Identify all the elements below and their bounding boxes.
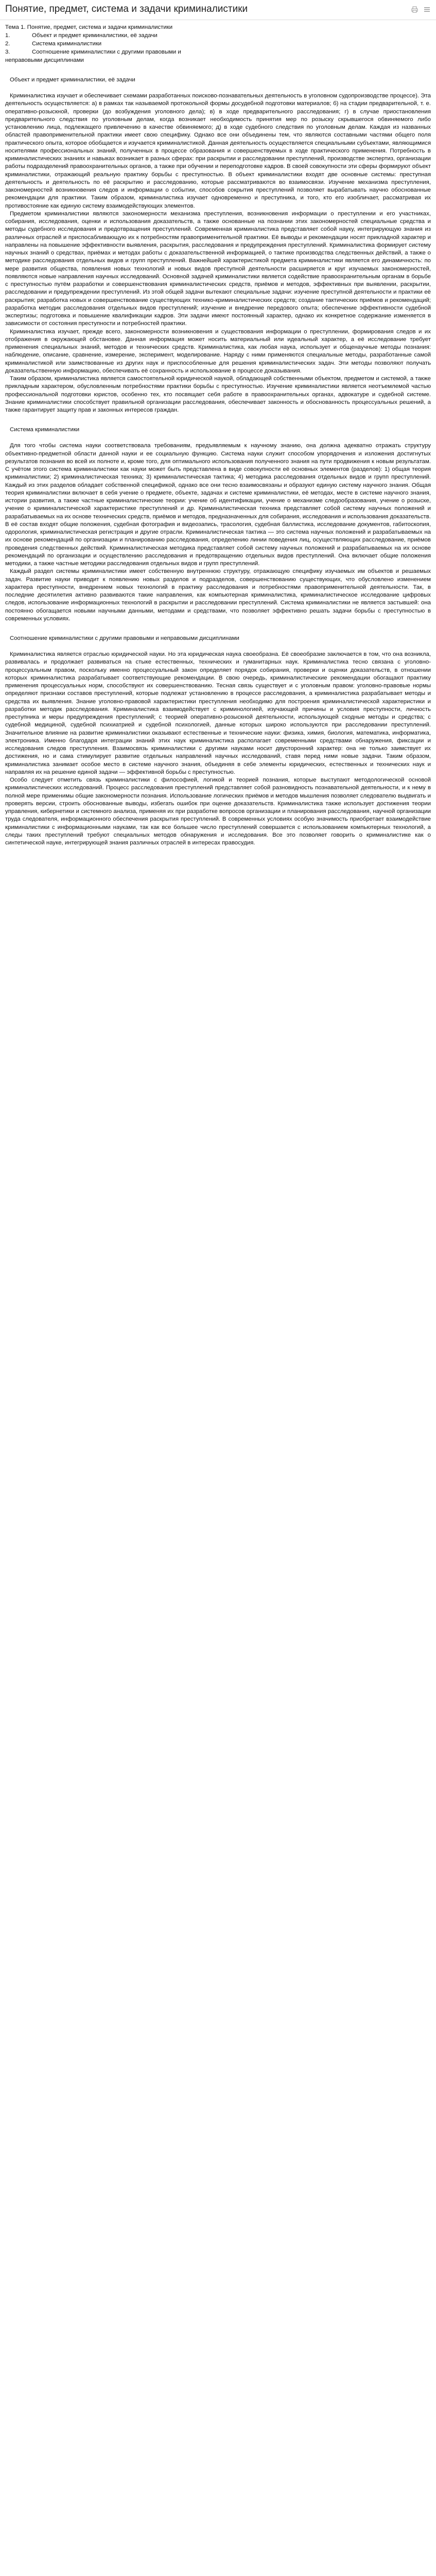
section-title: Объект и предмет криминалистики, её задачи	[10, 77, 135, 83]
toc-header: Тема 1. Понятие, предмет, система и задачи криминалистики	[5, 24, 173, 30]
page-header	[0, 0, 436, 20]
toc-item-label: Система криминалистики	[32, 41, 102, 47]
section-title: Система криминалистики	[10, 427, 80, 433]
toc-item-label: Соотношение криминалистики с другими правовыми и	[32, 49, 181, 55]
paragraph: Таким образом, криминалистика является самостоятельной юридической наукой, обладающей собственными объектом, предметом и системой, а также прикладным характером, обусловленным потребностями практики борьбы с преступностью. Изучение криминалистики является неотъемлемой частью профессиональной подготовки юристов, особенно тех, кто посвящает себя работе в правоохранительных органах, адвокатуре и судебной системе. Знание криминалистики способствует правильной организации расследования, обеспечивает законность и обоснованность процессуальных решений, а также гарантирует защиту прав и законных интересов граждан.	[5, 376, 431, 413]
toc-item-number: 1.	[5, 32, 10, 39]
paragraph: Особо следует отметить связь криминалистики с философией, логикой и теорией познания, которые выступают методологической основой криминалистических исследований. Процесс расследования преступлений представляет собой разновидность познавательной деятельности, и к нему в полной мере применимы общие закономерности познания. Использование логических приёмов и методов мышления позволяет следователю выдвигать и проверять версии, строить обоснованные выводы, избегать ошибок при оценке доказательств. Криминалистика также использует достижения теории управления, кибернетики и системного анализа, применяя их при разработке вопросов организации и планирования расследования, научной организации труда следователя, информационного обеспечения раскрытия преступлений. В современных условиях особую значимость приобретает взаимодействие криминалистики с информационными науками, так как все большее число преступлений совершается с использованием компьютерных технологий, а следы таких преступлений требуют специальных методов обнаружения и исследования. Все это позволяет говорить о криминалистике как о синтетической науке, интегрирующей знания различных отраслей в интересах правосудия.	[5, 777, 431, 846]
toc-item-label: Объект и предмет криминалистики, её задачи	[32, 32, 158, 39]
section-system	[5, 426, 431, 623]
toc-item-number: 3.	[5, 49, 10, 55]
paragraph: Криминалистика изучает, прежде всего, закономерности возникновения и существования информации о преступлении, формирования следов и их отображения в окружающей обстановке. Данная информация может носить материальный или идеальный характер, а её исследование требует применения специальных знаний, методов и технических средств. Криминалистика, как любая наука, использует и общенаучные методы познания: наблюдение, описание, сравнение, измерение, эксперимент, моделирование. Наряду с ними применяются специальные методы, разработанные самой криминалистикой или заимствованные из других наук и приспособленные для решения криминалистических задач. Эти методы позволяют получать доказательственную информацию, обеспечивать её сохранность и использование в процессе доказывания.	[5, 328, 431, 374]
toc-item[interactable]	[5, 31, 431, 40]
paragraph: Каждый раздел системы криминалистики имеет собственную внутреннюю структуру, отражающую специфику изучаемых им объектов и решаемых задач. Развитие науки приводит к появлению новых разделов и подразделов, совершенствованию существующих, что обусловлено изменением характера преступности, внедрением новых технологий в практику расследования и потребностями правоприменительной деятельности. Так, в последние десятилетия активно развиваются такие направления, как компьютерная криминалистика, криминалистическое исследование цифровых следов, использование информационных технологий в раскрытии и расследовании преступлений. Система криминалистики не является застывшей: она постоянно обогащается новыми научными данными, методами и средствами, что позволяет эффективно решать задачи борьбы с преступностью в современных условиях.	[5, 568, 431, 622]
section-object-subject	[5, 76, 431, 414]
toc-item[interactable]	[5, 40, 431, 48]
toc-item-number: 2.	[5, 41, 10, 47]
toc-item[interactable]	[5, 48, 431, 56]
paragraph: Криминалистика является отраслью юридической науки. Но эта юридическая наука своеобразна. Её своеобразие заключается в том, что она возникла, развивалась и продолжает развиваться на стыке естественных, технических и гуманитарных наук. Криминалистика тесно связана с уголовно-процессуальным правом, поскольку именно процессуальный закон определяет порядок собирания, проверки и оценки доказательств, в отношении которых криминалистика разрабатывает соответствующие рекомендации. В свою очередь, криминалистические рекомендации обогащают практику применения процессуальных норм, способствуют их совершенствованию. Тесная связь существует и с уголовным правом: уголовно-правовые нормы определяют признаки составов преступлений, которые подлежат установлению в процессе расследования, а криминалистика разрабатывает методы и средства их выявления. Знание уголовно-правовой характеристики преступления необходимо для построения криминалистической характеристики и разработки методик расследования. Криминалистика взаимодействует с криминологией, изучающей причины и условия преступности, личность преступника и меры предупреждения преступлений; с теорией оперативно-розыскной деятельности, использующей сходные методы и средства; с судебной медициной, судебной психиатрией и судебной психологией, данные которых широко используются при расследовании преступлений. Значительное влияние на развитие криминалистики оказывают естественные и технические науки: физика, химия, биология, математика, информатика, электроника. Именно благодаря интеграции знаний этих наук криминалистика располагает современными средствами обнаружения, фиксации и исследования следов преступления. Взаимосвязь криминалистики с другими науками носит двусторонний характер: она не только заимствует их достижения, но и сама стимулирует развитие отдельных направлений научных исследований, ставя перед ними новые задачи. Таким образом, криминалистика занимает особое место в системе научного знания, объединяя в себе элементы юридических, естественных и технических наук и направляя их на решение единой задачи — эффективной борьбы с преступностью.	[5, 651, 431, 775]
paragraph: Криминалистика изучает и обеспечивает схемами разработанных поисково-познавательных деятельность в уголовном судопроизводстве процессе). Эта деятельность осуществляется: а) в рамках так называемой протокольной формы досудебной подготовки материалов; б) на стадии предварительной, т. е. оперативно-розыскной, проверки (до возбуждения уголовного дела); в) в ходе предварительного расследования; г) в случае приостановления предварительного следствия по уголовным делам, когда возникает необходимость принятия мер по розыску скрывшегося обвиняемого либо установлению лица, подлежащего привлечению в качестве обвиняемого; д) в ходе судебного следствия по уголовным делам. Каждая из названных областей правоприменительной практики имеет свою специфику. Однако все они объединены тем, что являются составными частями общего поля практического опыта, которое обобщается и изучается криминалистикой. Данная деятельность осуществляется специальными субъектами, являющимися носителями профессиональных знаний, полученных в процессе образования и совершенствуемых в ходе практического применения. Потребность в криминалистических знаниях и навыках возникает в разных сферах: при раскрытии и расследовании преступлений, производстве экспертиз, организации работы подразделений правоохранительных органов, а также при обучении и переподготовке кадров. В своей совокупности эти сферы формируют объект криминалистики, отражающий реальную практику борьбы с преступностью. В объект криминалистики входят две основные системы: преступная деятельность и деятельность по её раскрытию и расследованию, которые рассматриваются во взаимосвязи. Изучение механизма преступления, закономерностей возникновения следов и информации о событии, способов сокрытия преступлений позволяет вырабатывать научно обоснованные рекомендации для практики. Таким образом, криминалистика изучает одновременно и преступника, и того, кто его изобличает, рассматривая их противостояние как единую систему взаимодействующих элементов.	[5, 93, 431, 209]
section-relations	[5, 634, 431, 847]
print-icon[interactable]	[410, 5, 418, 13]
table-of-contents	[5, 23, 431, 64]
document-body	[0, 20, 436, 857]
paragraph: Предметом криминалистики являются закономерности механизма преступления, возникновения информации о преступлении и его участниках, собирания, исследования, оценки и использования доказательств, а также основанные на познании этих закономерностей специальные средства и методы судебного исследования и предотвращения преступлений. Современная криминалистика представляет собой науку, интегрирующую знания из различных отраслей и приспосабливающую их к потребностям правоприменительной практики. Её выводы и рекомендации носят прикладной характер и направлены на повышение эффективности выявления, раскрытия, расследования и предупреждения преступлений. Криминалистика формирует систему научных знаний о средствах, приёмах и методах работы с доказательственной информацией, о тактике производства следственных действий, а также о методике расследования отдельных видов и групп преступлений. Важнейшей характеристикой предмета криминалистики является его динамичность: по мере развития общества, появления новых технологий и новых видов преступной деятельности расширяется и круг изучаемых закономерностей, появляются новые направления научных исследований. Основной задачей криминалистики является содействие правоохранительным органам в борьбе с преступностью путём разработки и совершенствования криминалистических средств, приёмов и методов, эффективных при выявлении, раскрытии, расследовании и предупреждении преступлений. Из этой общей задачи вытекают специальные задачи: изучение преступной деятельности и практики её раскрытия; разработка новых и совершенствование существующих технико-криминалистических средств; создание тактических приёмов и рекомендаций; разработка методик расследования отдельных видов преступлений; изучение и внедрение передового опыта; обеспечение эффективности судебной экспертизы; подготовка и повышение квалификации кадров. Эти задачи имеют постоянный характер, однако их конкретное содержание изменяется в зависимости от состояния преступности и потребностей практики.	[5, 210, 431, 327]
paragraph: Для того чтобы система науки соответствовала требованиям, предъявляемым к научному знанию, она должна адекватно отражать структуру объективно-предметной области данной науки и ее социальную функцию. Система науки служит способом упорядочения и изложения достигнутых результатов познания во всей их полноте и, кроме того, для оптимального использования полученного знания на пути продвижения к новым результатам. С учётом этого система криминалистики как науки может быть представлена в виде совокупности её основных элементов (разделов): 1) общая теория криминалистики; 2) криминалистическая техника; 3) криминалистическая тактика; 4) методика расследования отдельных видов и групп преступлений. Каждый из этих разделов обладает собственной спецификой, однако все они тесно взаимосвязаны и образуют единую систему научного знания. Общая теория криминалистики включает в себя учение о предмете, объекте, задачах и системе криминалистики, её методах, месте в системе научного знания, истории развития, а также частные криминалистические теории: учение об идентификации, учение о механизме следообразования, учение о розыске, учение о криминалистической характеристике преступлений и др. Криминалистическая техника представляет собой систему научных положений и разрабатываемых на их основе технических средств, приёмов и методов, предназначенных для собирания, исследования и использования доказательств. В её состав входят общие положения, судебная фотография и видеозапись, трасология, судебная баллистика, исследование документов, габитоскопия, одорология, криминалистическая регистрация и другие отрасли. Криминалистическая тактика — это система научных положений и разрабатываемых на их основе рекомендаций по организации и планированию расследования, определению линии поведения лиц, осуществляющих расследование, приёмов проведения следственных действий. Криминалистическая методика представляет собой систему научных положений и разрабатываемых на их основе рекомендаций по организации и осуществлению расследования и предотвращению отдельных видов преступлений. Она включает общие положения методики, а также частные методики расследования отдельных видов и групп преступлений.	[5, 443, 431, 567]
page-title: Понятие, предмет, система и задачи криминалистики	[5, 4, 248, 14]
menu-icon[interactable]	[423, 5, 431, 13]
toolbar	[410, 3, 431, 13]
section-title: Соотношение криминалистики с другими правовыми и неправовыми дисциплинами	[10, 635, 239, 641]
toc-item-continuation: неправовыми дисциплинами	[5, 57, 84, 63]
